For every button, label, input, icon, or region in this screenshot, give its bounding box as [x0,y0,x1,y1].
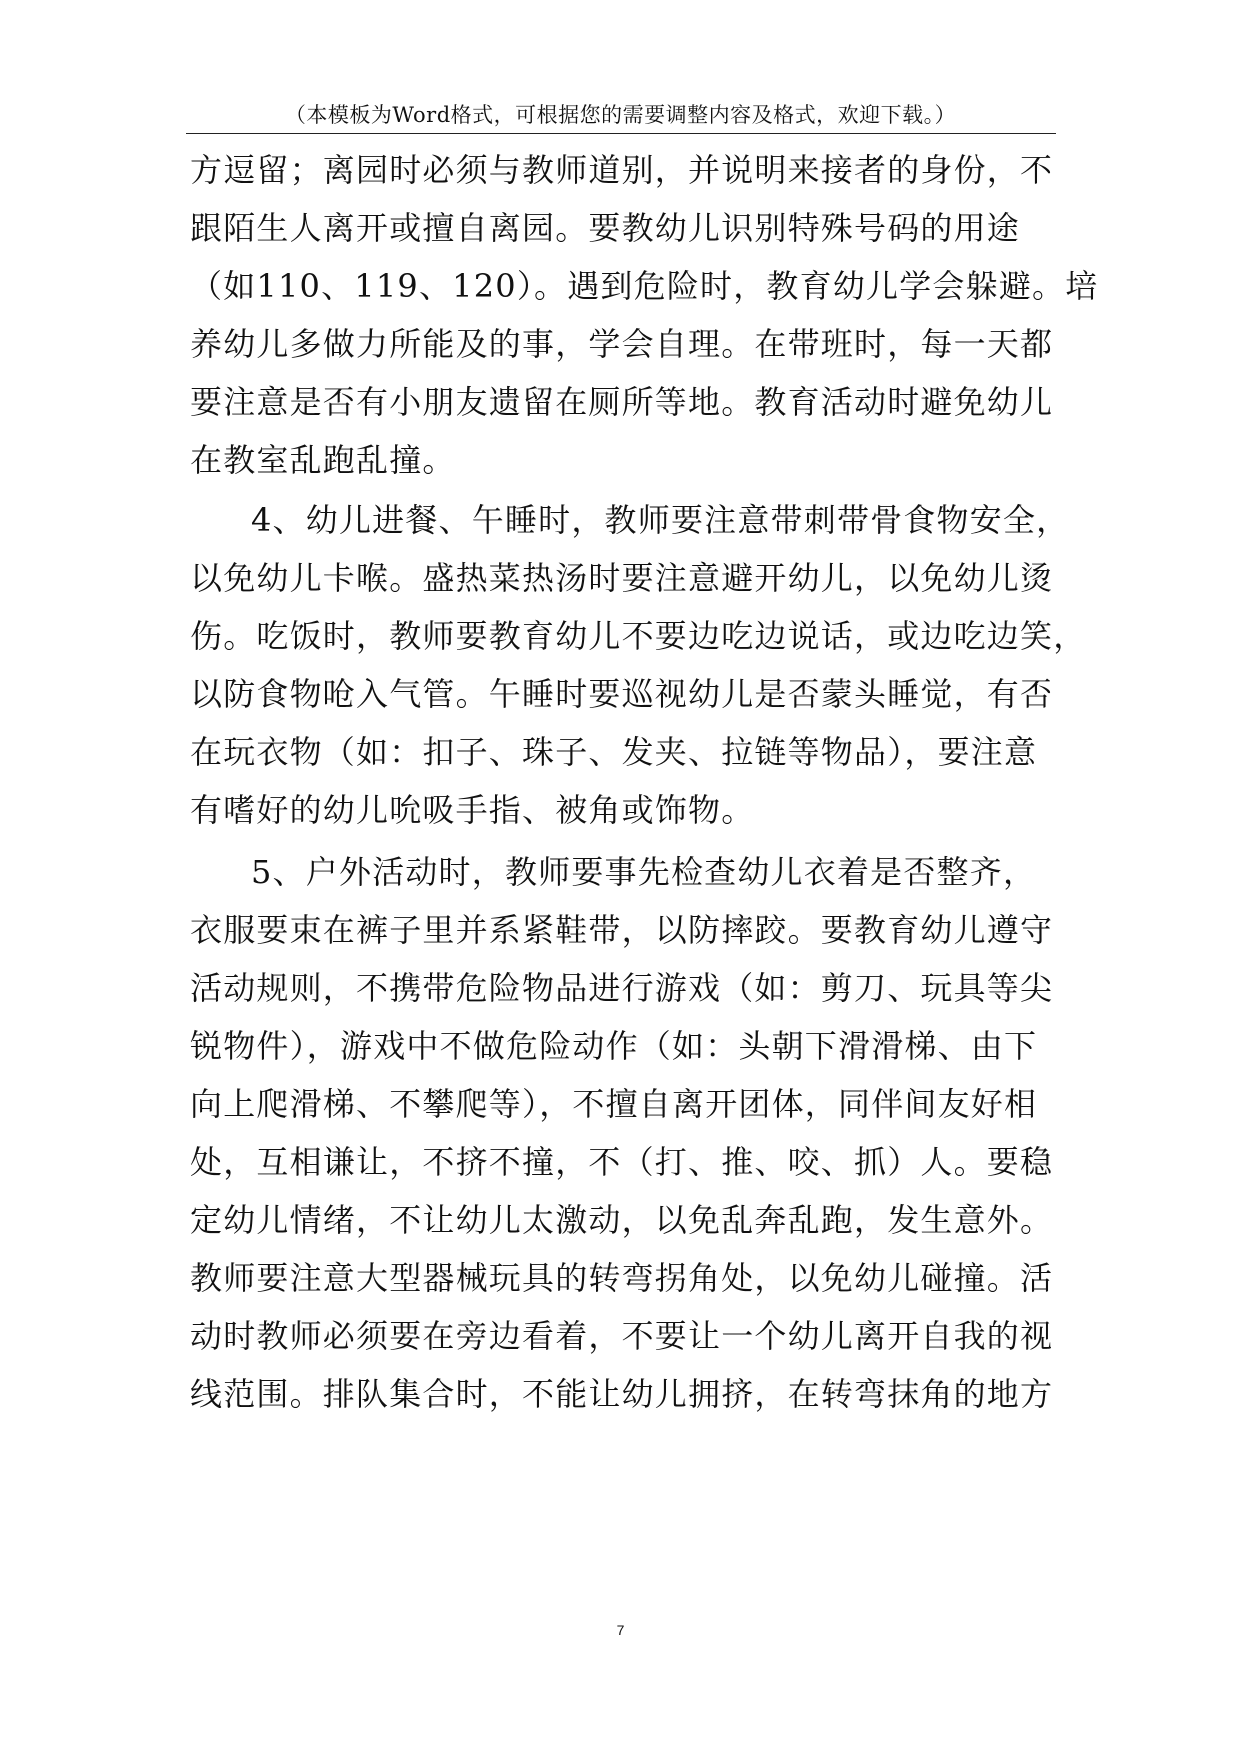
body-line: 定幼儿情绪，不让幼儿太激动，以免乱奔乱跑，发生意外。 [190,1201,1054,1239]
body-line: 向上爬滑梯、不攀爬等），不擅自离开团体，同伴间友好相 [190,1085,1038,1123]
body-line: 锐物件），游戏中不做危险动作（如：头朝下滑滑梯、由下 [190,1027,1038,1065]
body-line: 以免幼儿卡喉。盛热菜热汤时要注意避开幼儿，以免幼儿烫 [190,559,1054,597]
page-number: 7 [616,1622,625,1638]
body-line: 以防食物呛入气管。午睡时要巡视幼儿是否蒙头睡觉，有否 [190,675,1054,713]
body-line: 伤。吃饭时，教师要教育幼儿不要边吃边说话，或边吃边笑， [190,617,1087,655]
body-line: 在教室乱跑乱撞。 [190,441,456,479]
body-line: 衣服要束在裤子里并系紧鞋带，以防摔跤。要教育幼儿遵守 [190,911,1054,949]
body-line: 活动规则，不携带危险物品进行游戏（如：剪刀、玩具等尖 [190,969,1054,1007]
body-line: 方逗留；离园时必须与教师道别，并说明来接者的身份，不 [190,151,1054,189]
body-line: 跟陌生人离开或擅自离园。要教幼儿识别特殊号码的用途 [190,209,1021,247]
body-line: 要注意是否有小朋友遗留在厕所等地。教育活动时避免幼儿 [190,383,1054,421]
body-line: 养幼儿多做力所能及的事，学会自理。在带班时，每一天都 [190,325,1054,363]
body-line: 在玩衣物（如：扣子、珠子、发夹、拉链等物品），要注意 [190,733,1038,771]
template-note: （本模板为Word格式，可根据您的需要调整内容及格式，欢迎下载。） [284,103,957,127]
paragraph-start-line: 5、户外活动时，教师要事先检查幼儿衣着是否整齐， [251,853,1037,891]
body-line: 线范围。排队集合时，不能让幼儿拥挤，在转弯抹角的地方 [190,1375,1054,1413]
body-line: 动时教师必须要在旁边看着，不要让一个幼儿离开自我的视 [190,1317,1054,1355]
body-line: 教师要注意大型器械玩具的转弯拐角处，以免幼儿碰撞。活 [190,1259,1054,1297]
body-line: 处，互相谦让，不挤不撞，不（打、推、咬、抓）人。要稳 [190,1143,1054,1181]
paragraph-start-line: 4、幼儿进餐、午睡时，教师要注意带刺带骨食物安全， [251,501,1070,539]
body-line: 有嗜好的幼儿吮吸手指、被角或饰物。 [190,791,755,829]
body-line: （如110、119、120）。遇到危险时，教育幼儿学会躲避。培 [190,267,1099,305]
